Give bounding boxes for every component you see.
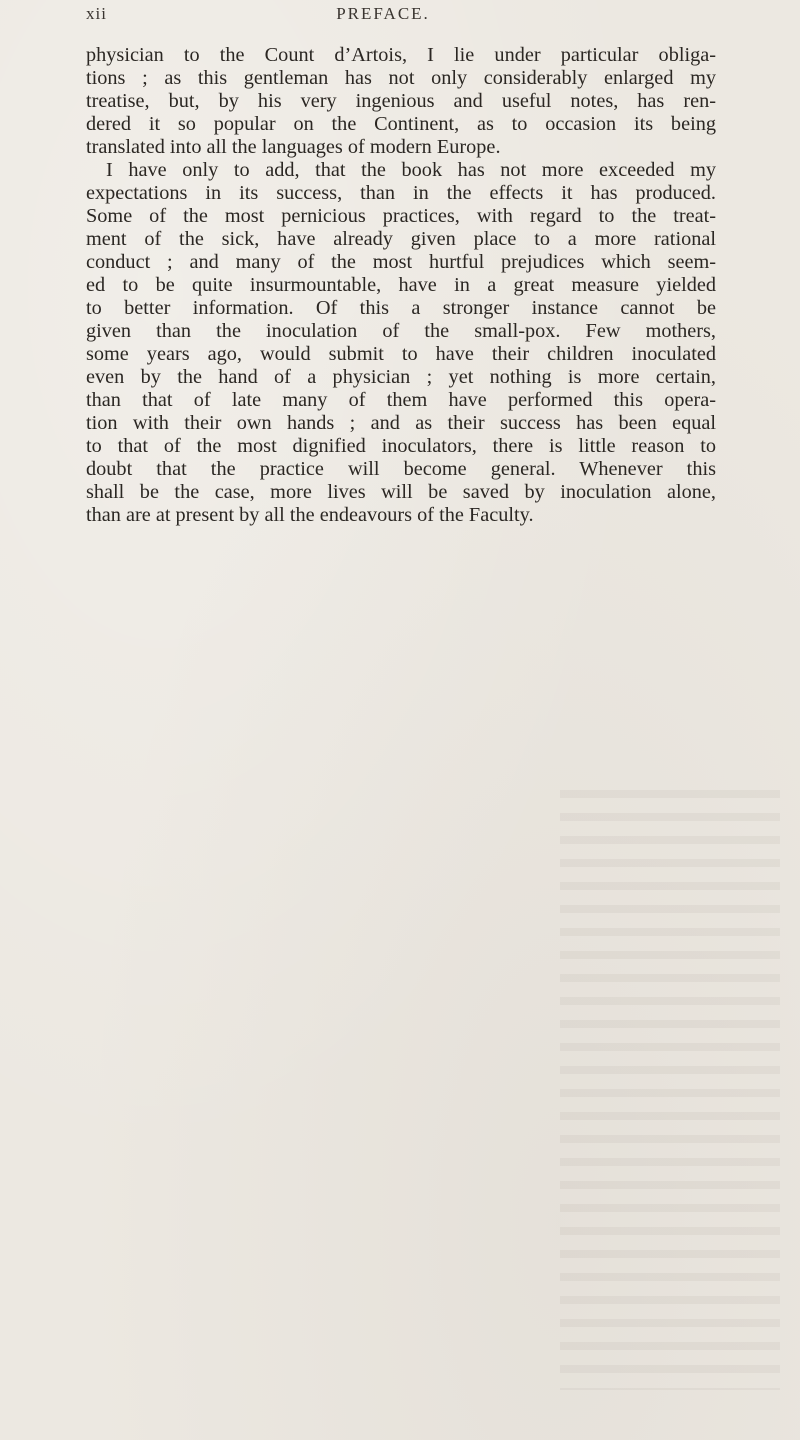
text-line: dered it so popular on the Continent, as to occasion its being	[86, 113, 716, 135]
text-line: tion with their own hands ; and as their success has been equal	[86, 412, 716, 434]
text-line: I have only to add, that the book has not more exceeded my	[106, 159, 716, 181]
text-line: expectations in its success, than in the effects it has produced.	[86, 182, 716, 204]
text-line: than are at present by all the endeavours of the Faculty.	[86, 504, 534, 526]
page-header	[86, 4, 680, 28]
text-line: Some of the most pernicious practices, with regard to the treat-	[86, 205, 716, 227]
text-line: conduct ; and many of the most hurtful prejudices which seem-	[86, 251, 716, 273]
page-number: xii	[86, 4, 107, 23]
text-line: translated into all the languages of modern Europe.	[86, 136, 501, 158]
text-line: than that of late many of them have performed this opera-	[86, 389, 716, 411]
running-head: PREFACE.	[336, 4, 430, 23]
text-line: physician to the Count d’Artois, I lie under particular obliga-	[86, 44, 716, 66]
paper-show-through	[560, 790, 780, 1390]
text-line: ment of the sick, have already given place to a more rational	[86, 228, 716, 250]
body-text	[86, 44, 716, 527]
text-line: some years ago, would submit to have their children inoculated	[86, 343, 716, 365]
text-line: ed to be quite insurmountable, have in a great measure yielded	[86, 274, 716, 296]
text-line: given than the inoculation of the small-pox. Few mothers,	[86, 320, 716, 342]
text-line: treatise, but, by his very ingenious and useful notes, has ren-	[86, 90, 716, 112]
text-line: doubt that the practice will become general. Whenever this	[86, 458, 716, 480]
text-line: tions ; as this gentleman has not only considerably enlarged my	[86, 67, 716, 89]
text-line: to better information. Of this a stronger instance cannot be	[86, 297, 716, 319]
text-line: even by the hand of a physician ; yet nothing is more certain,	[86, 366, 716, 388]
text-line: to that of the most dignified inoculators, there is little reason to	[86, 435, 716, 457]
text-line: shall be the case, more lives will be saved by inoculation alone,	[86, 481, 716, 503]
